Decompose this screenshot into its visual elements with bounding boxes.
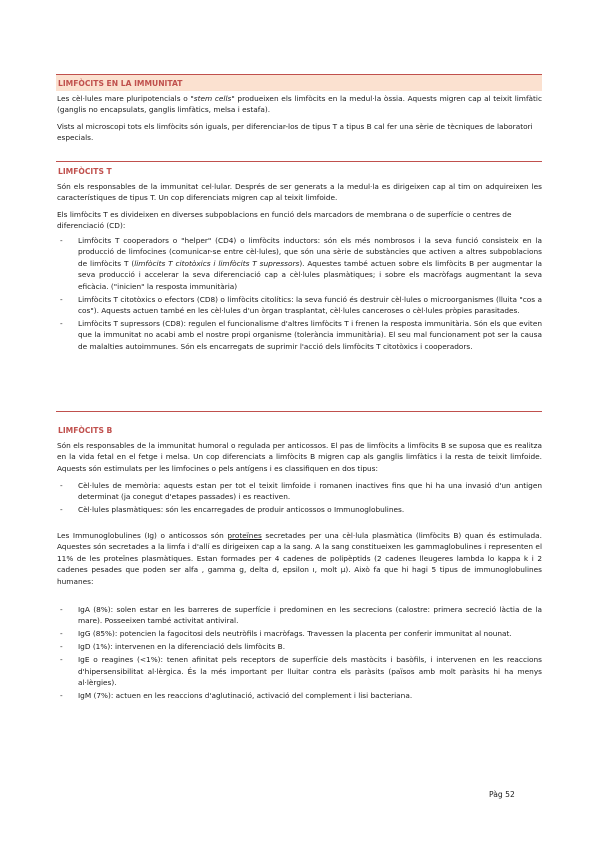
list-item: - Limfòcits T cooperadors o "helper" (CD4) o limfòcits inductors: són els més nombrosos i la seva funció consisteix en la producció de limfocines (comunicar-se entre cèl·lules), que són una sèrie de substàncies que activen a altres subpoblacions de limfòcits T (limfòcits T citotòxics i limfòcits T supressors). Aquestes també actuen sobre els limfòcits B per augmentar la seva producció i accelerar la seva diferenciació cap a cèl·lules plasmàtiques; i sobre els macròfags augmentant la seva eficàcia. ("inicien" la resposta immunitària) bbox=[57, 235, 542, 292]
list-item: - IgD (1%): intervenen en la diferenciació dels limfòcits B. bbox=[57, 641, 542, 652]
immunitat-paragraph-1: Les cèl·lules mare pluripotencials o "stem cells" produeixen els limfòcits en la medul·la òssia. Aquests migren cap al teixit limfàtic (ganglis no encapsulats, ganglis limfàtics, melsa i estafa). bbox=[57, 94, 542, 115]
section-divider bbox=[56, 161, 542, 162]
list-item: - IgG (85%): potencien la fagocitosi dels neutròfils i macròfags. Travessen la placenta per conferir immunitat al nounat. bbox=[57, 628, 542, 639]
section-heading-immunitat: LIMFÒCITS EN LA IMMUNITAT bbox=[56, 74, 542, 91]
immunoglobulines-list bbox=[57, 604, 542, 701]
limfocits-b-list bbox=[57, 480, 542, 516]
list-item: - IgM (7%): actuen en les reaccions d'aglutinació, activació del complement i lisi bacteriana. bbox=[57, 690, 542, 701]
list-item: - IgE o reagines (<1%): tenen afinitat pels receptors de superfície dels mastòcits i basòfils, i intervenen en les reaccions d'hipersensibilitat al·lèrgica. És la més important per lluitar contra els paràsits (països amb molt paràsits hi ha menys al·lèrgies). bbox=[57, 654, 542, 688]
limfocits-t-list bbox=[57, 235, 542, 352]
list-item: - Cèl·lules plasmàtiques: són les encarregades de produir anticossos o Immunoglobulines. bbox=[57, 504, 542, 515]
section-divider bbox=[56, 411, 542, 412]
page-number: Pàg 52 bbox=[489, 790, 515, 799]
list-item: - Cèl·lules de memòria: aquests estan per tot el teixit limfoide i romanen inactives fins que hi ha una invasió d'un antigen determinat (ja conegut d'etapes passades) i es reactiven. bbox=[57, 480, 542, 503]
list-item: - IgA (8%): solen estar en les barreres de superfície i predominen en les secrecions (calostre: primera secreció làctia de la mare). Posseeixen també activitat antiviral. bbox=[57, 604, 542, 627]
limfocits-b-paragraph-1: Són els responsables de la immunitat humoral o regulada per anticossos. El pas de limfòcits a limfòcits B se suposa que es realitza en la vida fetal en el fetge i melsa. Un cop diferenciats a limfòcits B migren cap als ganglis limfàtics i la resta de teixit limfoide. Aquests són estimulats per les limfocines o pels antígens i es classifiquen en dos tipus: bbox=[57, 441, 542, 473]
immunitat-paragraph-2: Vists al microscopi tots els limfòcits són iguals, per diferenciar-los de tipus T a tipus B cal fer una sèrie de tècniques de laboratori especials. bbox=[57, 122, 533, 143]
section-heading-limfocits-t: LIMFÒCITS T bbox=[58, 167, 112, 176]
list-item: - Limfòcits T supressors (CD8): regulen el funcionalisme d'altres limfòcits T i frenen la resposta immunitària. Són els que eviten que la immunitat no acabi amb el nostre propi organisme (tolerància immunitària). El seu mal funcionament pot ser la causa de malalties autoimmunes. Són els encarregats de suprimir l'acció dels limfòcits T citotòxics i cooperadors. bbox=[57, 318, 542, 352]
limfocits-t-paragraph-1: Són els responsables de la immunitat cel·lular. Després de ser generats a la medul·la es dirigeixen cap al tim on adquireixen les característiques de tipus T. Un cop diferenciats migren cap al teixit limfoide. bbox=[57, 182, 542, 203]
section-heading-limfocits-b: LIMFÒCITS B bbox=[58, 426, 113, 435]
limfocits-t-paragraph-2: Els limfòcits T es divideixen en diverses subpoblacions en funció dels marcadors de membrana o de superfície o centres de diferenciació (CD): bbox=[57, 210, 512, 231]
list-item: - Limfòcits T citotòxics o efectors (CD8) o limfòcits citolítics: la seva funció és destruir cèl·lules o microorganismes (lluita "cos a cos"). Aquests actuen també en les cèl·lules d'un òrgan trasplantat, cèl·lules canceroses o cèl·lules pròpies parasitades. bbox=[57, 294, 542, 317]
immunoglobulines-paragraph: Les Immunoglobulines (Ig) o anticossos són proteïnes secretades per una cèl·lula plasmàtica (limfòcits B) quan és estimulada. Aquestes són secretades a la limfa i d'allí es dirigeixen cap a la sang. A la sang constitueixen les gammaglobulines i representen el 11% de les proteïnes plasmàtiques. Estan formades per 4 cadenes de polipèptids (2 cadenes lleugeres lambda lo kappa k i 2 cadenes pesades que poden ser alfa , gamma g, delta d, epsilon ı, molt μ). Això fa que hi hagi 5 tipus de immunoglobulines humanes: bbox=[57, 531, 542, 586]
